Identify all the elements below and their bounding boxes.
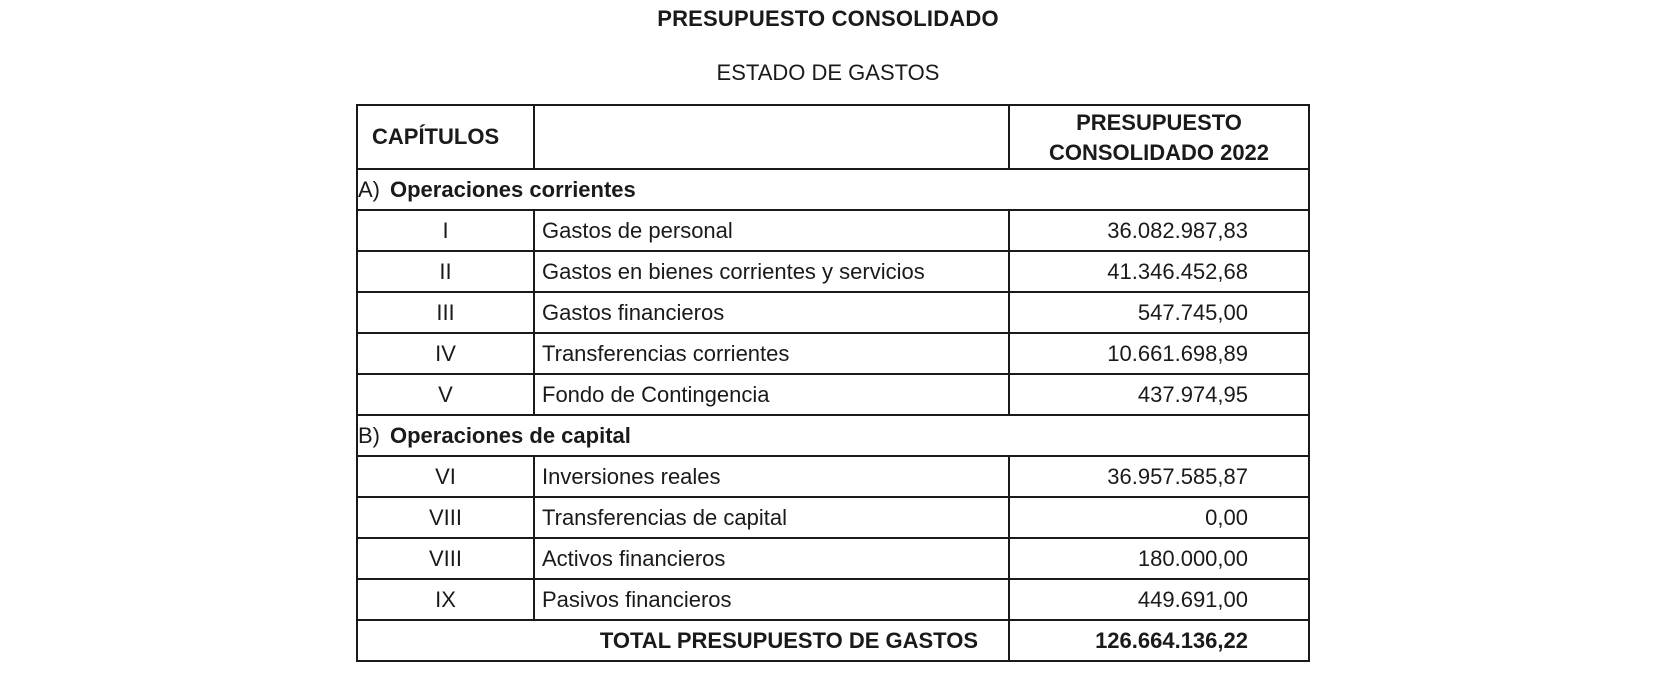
section-cell — [357, 169, 1309, 210]
section-letter: B) — [358, 422, 380, 448]
table-row — [357, 251, 1309, 292]
chapter-cell: II — [357, 251, 534, 292]
table-row — [357, 292, 1309, 333]
section-letter: A) — [358, 176, 380, 202]
description-cell: Fondo de Contingencia — [534, 374, 1009, 415]
budget-table — [356, 104, 1310, 662]
header-budget — [1009, 105, 1309, 169]
document-subtitle: ESTADO DE GASTOS — [716, 60, 940, 85]
total-row — [357, 620, 1309, 661]
amount-cell: 10.661.698,89 — [1009, 333, 1309, 374]
description-cell: Gastos financieros — [534, 292, 1009, 333]
amount-cell: 180.000,00 — [1009, 538, 1309, 579]
table-row — [357, 333, 1309, 374]
header-budget-line1: PRESUPUESTO — [1076, 110, 1242, 135]
description-cell: Gastos en bienes corrientes y servicios — [534, 251, 1009, 292]
table-row — [357, 210, 1309, 251]
chapter-cell: IV — [357, 333, 534, 374]
chapter-cell: V — [357, 374, 534, 415]
description-cell: Activos financieros — [534, 538, 1009, 579]
document-title: PRESUPUESTO CONSOLIDADO — [657, 6, 999, 31]
amount-cell: 437.974,95 — [1009, 374, 1309, 415]
description-cell: Inversiones reales — [534, 456, 1009, 497]
header-budget-line2: CONSOLIDADO 2022 — [1048, 140, 1270, 165]
amount-cell: 36.082.987,83 — [1009, 210, 1309, 251]
section-row — [357, 169, 1309, 210]
amount-cell: 547.745,00 — [1009, 292, 1309, 333]
table-row — [357, 374, 1309, 415]
amount-cell: 41.346.452,68 — [1009, 251, 1309, 292]
total-label: TOTAL PRESUPUESTO DE GASTOS — [357, 620, 1009, 661]
table-row — [357, 497, 1309, 538]
table-row — [357, 538, 1309, 579]
description-cell: Pasivos financieros — [534, 579, 1009, 620]
section-row — [357, 415, 1309, 456]
section-name: Operaciones corrientes — [390, 176, 636, 202]
chapter-cell: IX — [357, 579, 534, 620]
description-cell: Gastos de personal — [534, 210, 1009, 251]
section-cell — [357, 415, 1309, 456]
section-name: Operaciones de capital — [390, 422, 631, 448]
header-chapters: CAPÍTULOS — [357, 105, 534, 169]
chapter-cell: VIII — [357, 538, 534, 579]
chapter-cell: I — [357, 210, 534, 251]
table-row — [357, 456, 1309, 497]
chapter-cell: VI — [357, 456, 534, 497]
total-amount: 126.664.136,22 — [1009, 620, 1309, 661]
description-cell: Transferencias corrientes — [534, 333, 1009, 374]
table-header-row — [357, 105, 1309, 169]
amount-cell: 0,00 — [1009, 497, 1309, 538]
chapter-cell: III — [357, 292, 534, 333]
amount-cell: 36.957.585,87 — [1009, 456, 1309, 497]
amount-cell: 449.691,00 — [1009, 579, 1309, 620]
header-description — [534, 105, 1009, 169]
table-row — [357, 579, 1309, 620]
chapter-cell: VIII — [357, 497, 534, 538]
description-cell: Transferencias de capital — [534, 497, 1009, 538]
